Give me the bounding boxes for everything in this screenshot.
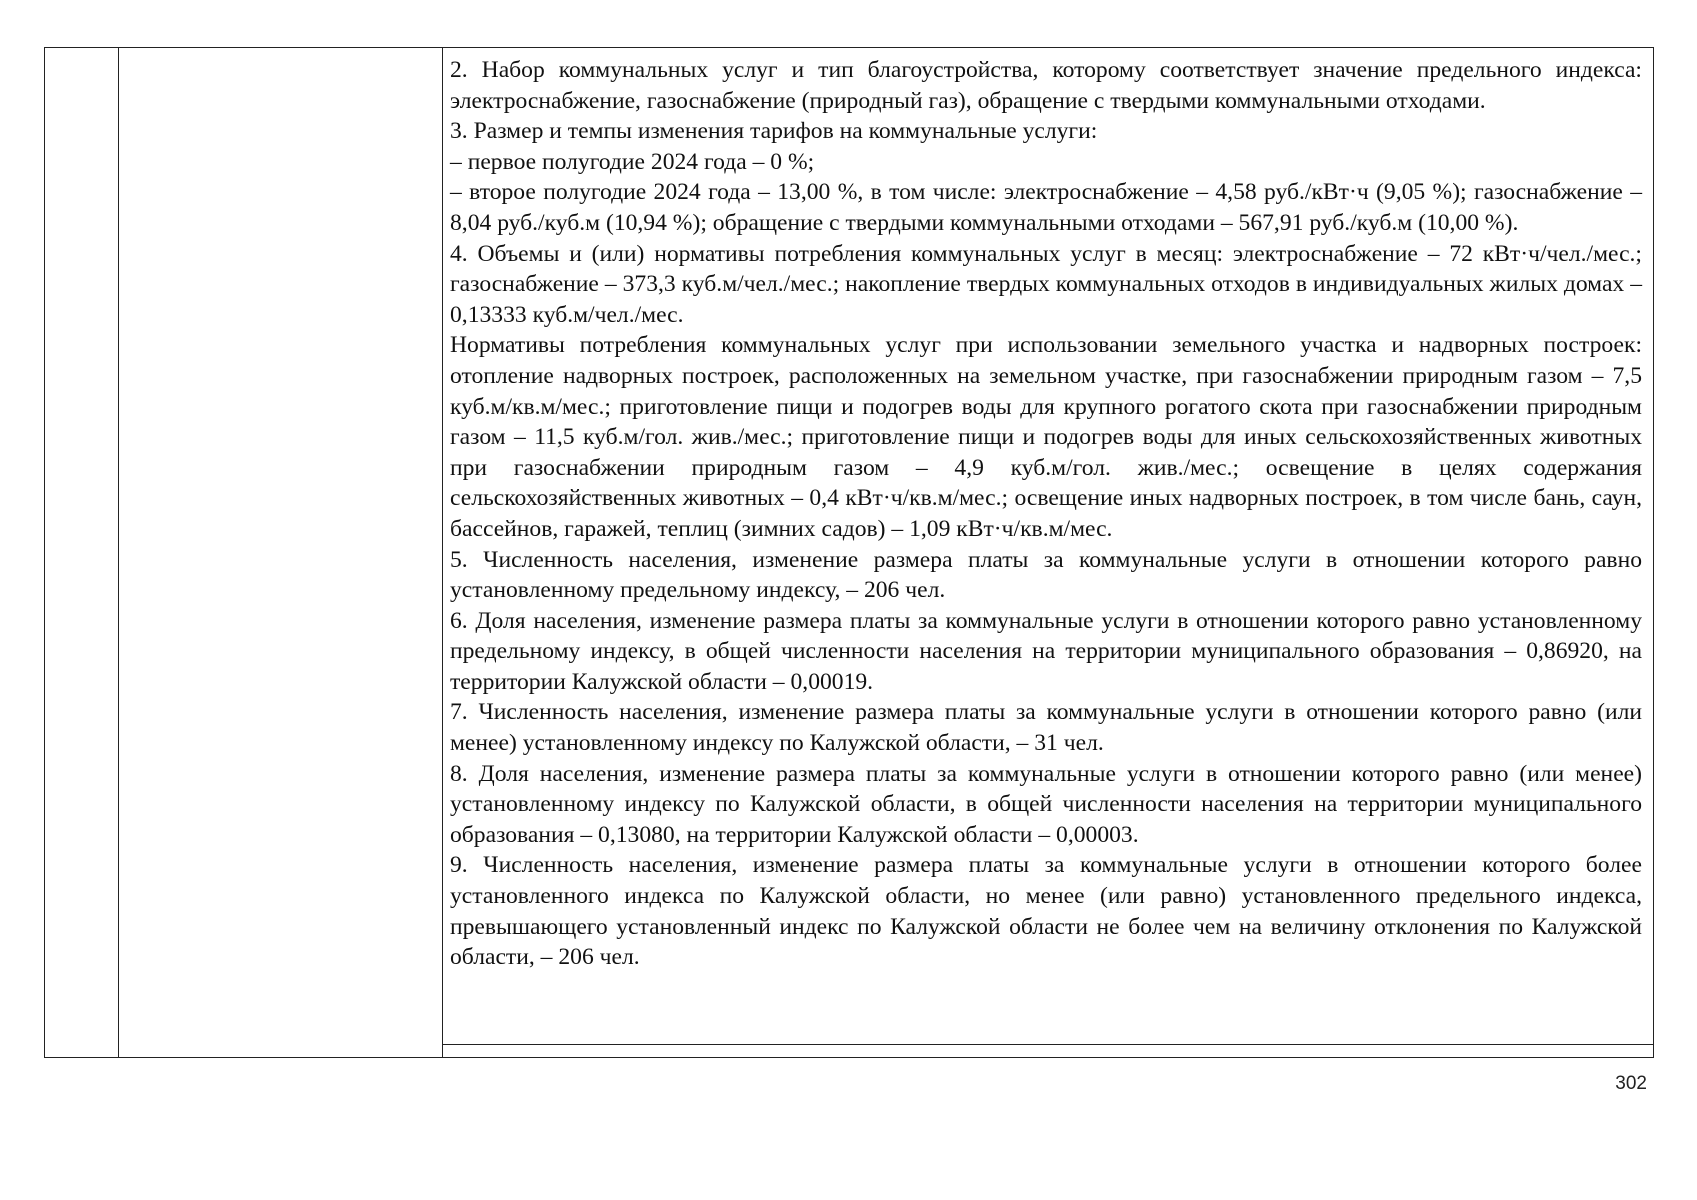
paragraph-item-9: 9. Численность населения, изменение размера платы за коммунальные услуги в отношении которого более установленного индекса по Калужской области, но менее (или равно) установленного предельного индекса, превышающего установленный индекс по Калужской области не более чем на величину отклонения по Калужской области, – 206 чел.: [450, 852, 1642, 971]
paragraph-item-3-heading: 3. Размер и темпы изменения тарифов на коммунальные услуги:: [450, 118, 1098, 145]
paragraph-item-4: 4. Объемы и (или) нормативы потребления коммунальных услуг в месяц: электроснабжение – 72 кВт·ч/чел./мес.; газоснабжение – 373,3 куб.м/чел./мес.; накопление твердых коммунальных отходов в индивидуальных жилых домах – 0,13333 куб.м/чел./мес.: [450, 240, 1642, 328]
table-text-cell: [442, 47, 1654, 1045]
paragraph-item-3-first-half: – первое полугодие 2024 года – 0 %;: [450, 148, 815, 175]
paragraph-item-5: 5. Численность населения, изменение размера платы за коммунальные услуги в отношении которого равно установленному предельному индексу, – 206 чел.: [450, 546, 1642, 604]
table-column-divider-1: [118, 47, 119, 1058]
paragraph-item-2: 2. Набор коммунальных услуг и тип благоустройства, которому соответствует значение предельного индекса: электроснабжение, газоснабжение (природный газ), обращение с твердыми коммунальными отходами.: [450, 57, 1642, 114]
paragraph-item-8: 8. Доля населения, изменение размера платы за коммунальные услуги в отношении которого равно (или менее) установленному индексу по Калужской области, в общей численности населения на территории муниципального образования – 0,13080, на территории Калужской области – 0,00003.: [450, 760, 1642, 848]
paragraph-land-norms: Нормативы потребления коммунальных услуг при использовании земельного участка и надворных построек: отопление надворных построек, расположенных на земельном участке, при газоснабжении природным газом – 7,5 куб.м/кв.м/мес.; приготовление пищи и подогрев воды для крупного рогатого скота при газоснабжении природным газом – 11,5 куб.м/гол. жив./мес.; приготовление пищи и подогрев воды для иных сельскохозяйственных животных при газоснабжении природным газом – 4,9 куб.м/гол. жив./мес.; освещение в целях содержания сельскохозяйственных животных – 0,4 кВт·ч/кв.м/мес.; освещение иных надворных построек, в том числе бань, саун, бассейнов, гаражей, теплиц (зимних садов) – 1,09 кВт·ч/кв.м/мес.: [450, 332, 1642, 542]
paragraph-item-6: 6. Доля населения, изменение размера платы за коммунальные услуги в отношении которого равно установленному предельному индексу, в общей численности населения на территории муниципального образования – 0,86920, на территории Калужской области – 0,00019.: [450, 607, 1642, 695]
page-number: 302: [1615, 1073, 1647, 1094]
paragraph-item-3-second-half: – второе полугодие 2024 года – 13,00 %, в том числе: электроснабжение – 4,58 руб./кВт·ч (9,05 %); газоснабжение – 8,04 руб./куб.м (10,94 %); обращение с твердыми коммунальными отходами – 567,91 руб./куб.м (10,00 %).: [450, 179, 1642, 236]
paragraph-item-7: 7. Численность населения, изменение размера платы за коммунальные услуги в отношении которого равно (или менее) установленному индексу по Калужской области, – 31 чел.: [450, 699, 1642, 757]
